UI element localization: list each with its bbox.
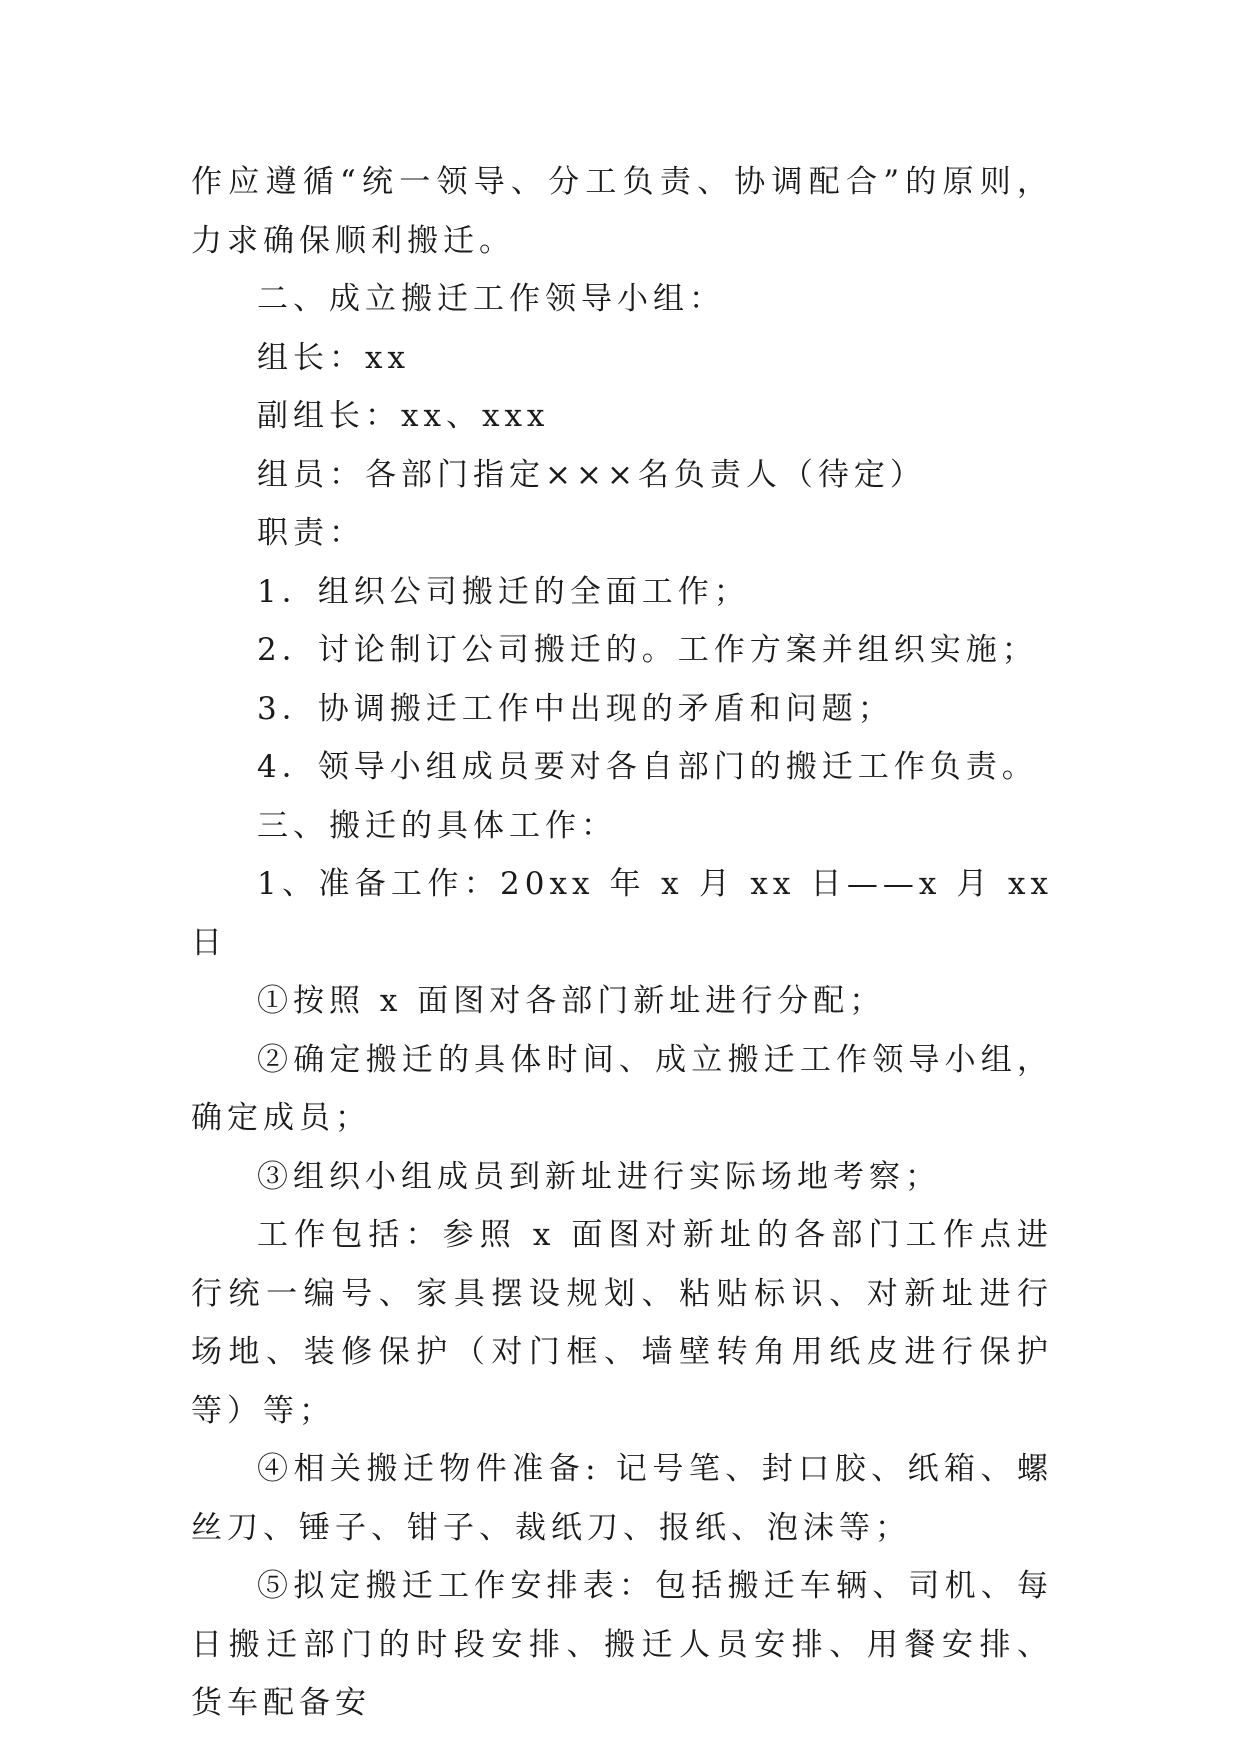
duty-item-4: 4．领导小组成员要对各自部门的搬迁工作负责。 — [257, 749, 1038, 785]
group-leader-line: 组长：xx — [257, 339, 410, 376]
duty-item-3: 3．协调搬迁工作中出现的矛盾和问题； — [257, 690, 894, 727]
duty-item-1: 1．组织公司搬迁的全面工作； — [257, 573, 750, 610]
deputy-leader-line: 副组长：xx、xxx — [257, 398, 550, 434]
duties-heading: 职责： — [257, 515, 365, 551]
prep-item-2: ②确定搬迁的具体时间、成立搬迁工作领导小组，确定成员； — [191, 1041, 1053, 1136]
preparation-work-line: 1、准备工作：20xx 年 x 月 xx 日——x 月 xx 日 — [191, 866, 1053, 961]
prep-item-3: ③组织小组成员到新址进行实际场地考察； — [257, 1158, 941, 1195]
prep-item-4: ④相关搬迁物件准备: 记号笔、封口胶、纸箱、螺丝刀、锤子、钳子、裁纸刀、报纸、泡沫等； — [191, 1451, 1053, 1546]
prep-item-5: ⑤拟定搬迁工作安排表：包括搬迁车辆、司机、每日搬迁部门的时段安排、搬迁人员安排、用餐安排、货车配备安 — [191, 1568, 1053, 1721]
work-includes-paragraph: 工作包括：参照 x 面图对新址的各部门工作点进行统一编号、家具摆设规划、粘贴标识、对新址进行场地、装修保护（对门框、墙壁转角用纸皮进行保护等）等； — [191, 1217, 1053, 1429]
section-heading-leadership-group: 二、成立搬迁工作领导小组： — [257, 281, 725, 317]
section-heading-specific-work: 三、搬迁的具体工作： — [257, 807, 617, 844]
group-members-line: 组员：各部门指定×××名负责人（待定） — [257, 456, 926, 493]
paragraph-intro-continuation: 作应遵循“统一领导、分工负责、协调配合”的原则，力求确保顺利搬迁。 — [191, 164, 1053, 259]
document-body — [191, 153, 1053, 1733]
duty-item-2: 2．讨论制订公司搬迁的。工作方案并组织实施； — [257, 632, 1038, 668]
prep-item-1: ①按照 x 面图对各部门新址进行分配； — [257, 983, 886, 1019]
